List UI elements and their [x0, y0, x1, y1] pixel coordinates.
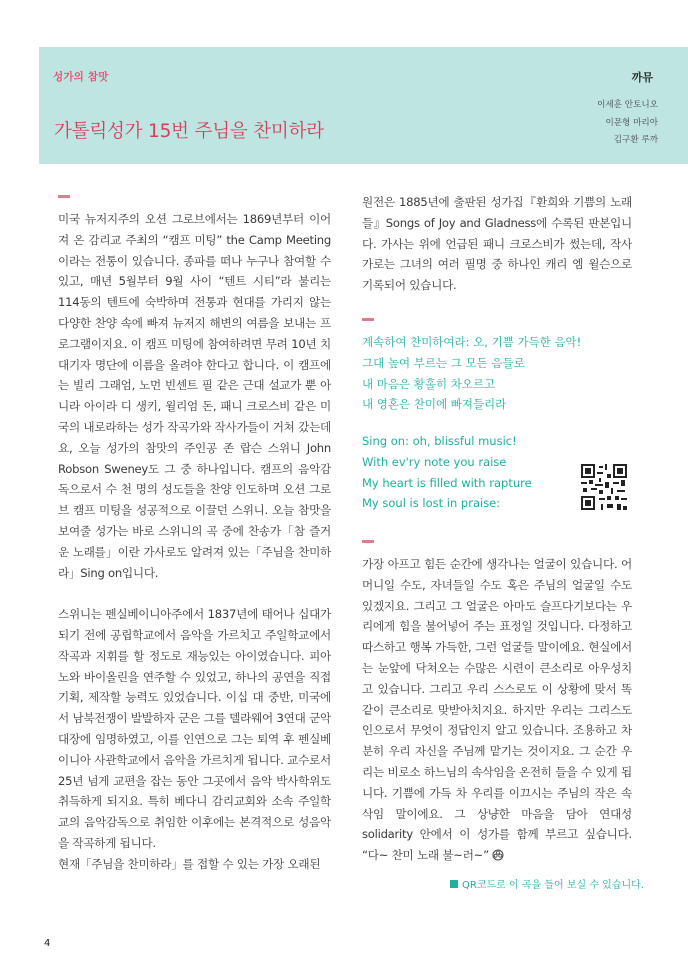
- page-title: 가톨릭성가 15번 주님을 찬미하라: [54, 121, 324, 142]
- author-2: 이문형 마리아: [605, 117, 658, 128]
- paragraph-intro: 미국 뉴저지주의 오션 그로브에서는 1869년부터 이어져 온 감리교 주최의 “캠프 미팅” the Camp Meeting이라는 전통이 있습니다. 종파를 떠나 누구나 참여할 수 있고, 매년 5월부터 9월 사이 “텐트 시티”라 불리는 114동의 텐트에 숙박하며 전통과 현대를 가리지 않는 다양한 찬양 속에 빠져 뉴저지 해변의 여름을 보내는 프로그램이지요. 이 캠프 미팅에 참여하려면 무려 10년 치 대기자 명단에 이름을 올려야 한다고 합니다. 이 캠프에는 빌리 그래엄, 노먼 빈센트 필 같은 근대 설교가 뿐 아니라 아이라 디 생키, 윌리엄 돈, 패니 크로스비 같은 미국의 내로라하는 성가 작곡가와 작사가들이 거쳐 갔는데요, 오늘 성가의 참맛의 주인공 존 랍슨 스위니 John Robson Sweney도 그 중 하나입니다. 캠프의 음악감독으로서 수 천 명의 성도들을 찬양 인도하며 오션 그로브 캠프 미팅을 성공적으로 이끌던 스위니. 오늘 참맛을 보여줄 성가는 바로 스위니의 곡 중에 찬송가「참 즐거운 노래를」이란 가사로도 알려져 있는「주님을 찬미하라」Sing on입니다.: [58, 212, 331, 580]
- paragraph-source-start: 현재「주님을 찬미하라」를 접할 수 있는 가장 오래된: [58, 856, 321, 871]
- lyric-line: Sing on: oh, blissful music!: [362, 434, 517, 448]
- column-name: 까뮤: [631, 71, 653, 84]
- square-bullet-icon: [450, 880, 458, 888]
- right-column-top: [362, 192, 632, 296]
- lyric-line: My soul is lost in praise:: [362, 496, 501, 511]
- lyric-line: 계속하여 찬미하여라: 오, 기쁨 가득한 음악!: [362, 335, 582, 349]
- author-3: 김구환 루까: [613, 135, 658, 145]
- lyric-line: 그대 높여 부르는 그 모든 음들로: [362, 355, 525, 370]
- flower-end-icon: [492, 849, 504, 861]
- page-number: 4: [44, 938, 51, 949]
- qr-code-icon[interactable]: [581, 464, 627, 510]
- section-label: 성가의 참맛: [53, 71, 109, 83]
- lyrics-korean: [362, 332, 581, 415]
- qr-note: [450, 876, 644, 891]
- lyric-line: 내 마음은 황홀히 차오르고: [362, 376, 496, 391]
- accent-dash: [58, 195, 70, 198]
- lyrics-english: [362, 431, 532, 514]
- paragraph-source: 원전은 1885년에 출판된 성가집『환희와 기쁨의 노래들』Songs of Joy and Gladness에 수록된 판본입니다. 가사는 위에 언급된 패니 크로스비가 썼는데, 작사가로는 그녀의 여러 필명 중 하나인 캐리 엠 윌슨으로 기록되어 있습니다.: [362, 195, 632, 293]
- paragraph-reflection-text: 가장 아프고 힘든 순간에 생각나는 얼굴이 있습니다. 어머니일 수도, 자녀들일 수도 혹은 주님의 얼굴일 수도 있겠지요. 그리고 그 얼굴은 아마도 슬프다기보다는 우리에게 힘을 불어넣어 주는 표정일 것입니다. 다정하고 따스하고 행복 가득한, 그런 얼굴들 말이에요. 현실에서는 눈앞에 닥쳐오는 수많은 시련이 큰소리로 아우성치고 있습니다. 그리고 우리 스스로도 이 상황에 맞서 똑같이 큰소리로 맞받아치지요. 하지만 우리는 그리스도인으로서 무엇이 정답인지 알고 있습니다. 조용하고 차분히 우리 자신을 주님께 맡기는 것이지요. 그 순간 우리는 비로소 하느님의 속삭임을 온전히 들을 수 있게 됩니다. 기쁨에 가득 차 우리를 이끄시는 주님의 작은 속삭임 말이에요. 그 상냥한 마음을 담아 연대성 solidarity 안에서 이 성가를 함께 부르고 싶습니다. “다~ 찬미 노래 불~러~”: [362, 557, 632, 863]
- lyric-line: 내 영혼은 찬미에 빠져들리라: [362, 397, 507, 412]
- author-1: 이세훈 안토니오: [597, 100, 658, 110]
- lyric-line: My heart is filled with rapture: [362, 475, 532, 490]
- paragraph-reflection: [362, 554, 632, 866]
- lyric-line: With ev'ry note you raise: [362, 454, 507, 469]
- qr-note-text: QR코드로 이 곡을 들어 보실 수 있습니다.: [462, 880, 644, 891]
- accent-dash: [362, 318, 374, 321]
- accent-dash: [362, 540, 374, 543]
- author-credits: [597, 97, 658, 150]
- right-column-bottom: [362, 554, 632, 866]
- paragraph-biography: 스위니는 펜실베이니아주에서 1837년에 태어나 십대가 되기 전에 공립학교에서 음악을 가르치고 주일학교에서 작곡과 지휘를 할 정도로 재능있는 아이였습니다. 피아노와 바이올린을 연주할 수 있었고, 하나의 공연을 직접 기획, 제작할 능력도 있었습니다. 이십 대 중반, 미국에서 남북전쟁이 발발하자 군은 그를 델라웨어 3연대 군악대장에 임명하였고, 이를 인연으로 그는 퇴역 후 펜실베이니아 사관학교에서 음악을 가르치게 됩니다. 교수로서 25년 넘게 교편을 잡는 동안 그곳에서 음악 박사학위도 취득하게 되지요. 특히 베다니 감리교회와 소속 주일학교의 음악감독으로 취임한 이후에는 본격적으로 성음악을 작곡하게 됩니다.: [58, 607, 331, 850]
- header-band: [39, 47, 688, 164]
- left-column: [58, 209, 331, 875]
